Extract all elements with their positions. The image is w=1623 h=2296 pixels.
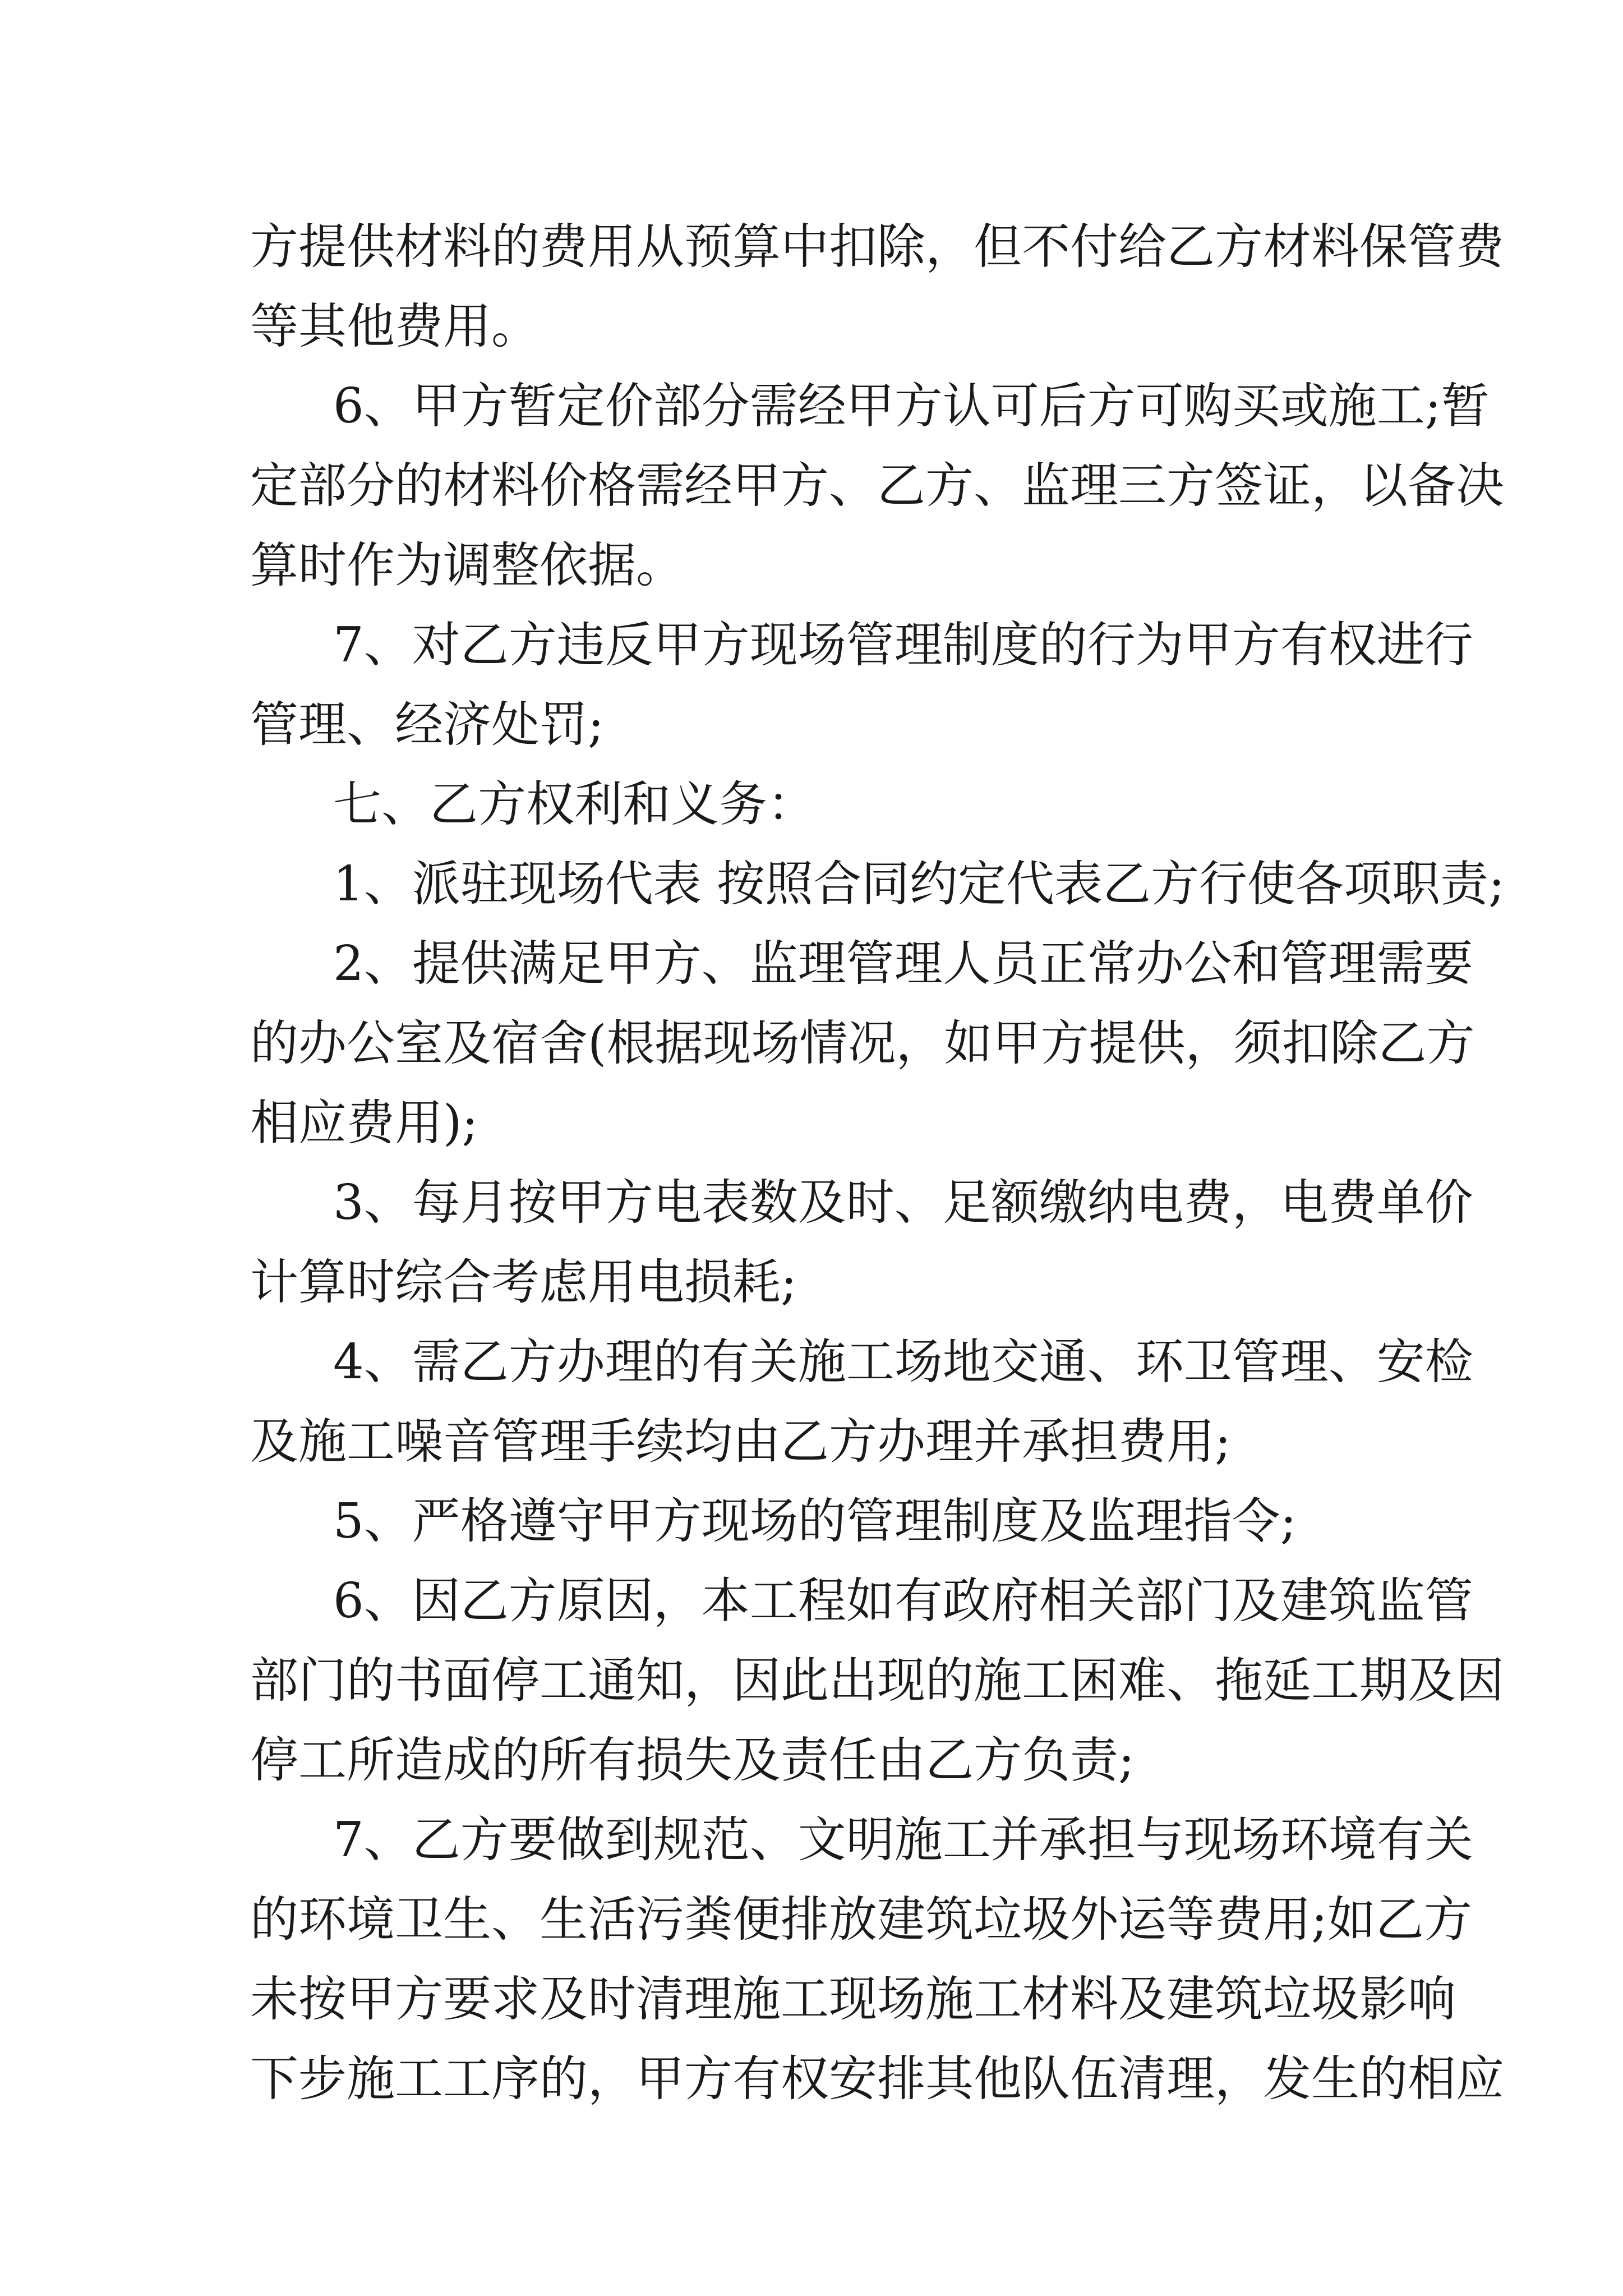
text-line: 停工所造成的所有损失及责任由乙方负责;: [250, 1732, 1135, 1788]
text-line: 2、提供满足甲方、监理管理人员正常办公和管理需要: [333, 936, 1473, 992]
text-line: 6、因乙方原因，本工程如有政府相关部门及建筑监管: [333, 1573, 1473, 1629]
document-page: [250, 0, 1505, 2296]
text-line: 的办公室及宿舍(根据现场情况，如甲方提供，须扣除乙方: [250, 1015, 1475, 1071]
text-line: 1、派驻现场代表 按照合同约定代表乙方行使各项职责;: [333, 856, 1505, 912]
text-line: 5、严格遵守甲方现场的管理制度及监理指令;: [333, 1493, 1297, 1549]
text-line: 7、对乙方违反甲方现场管理制度的行为甲方有权进行: [333, 617, 1473, 673]
text-line: 6、甲方暂定价部分需经甲方认可后方可购买或施工;暂: [333, 378, 1490, 434]
text-line: 未按甲方要求及时清理施工现场施工材料及建筑垃圾影响: [250, 1971, 1456, 2027]
text-line: 7、乙方要做到规范、文明施工并承担与现场环境有关: [333, 1812, 1473, 1868]
text-line: 方提供材料的费用从预算中扣除，但不付给乙方材料保管费: [250, 219, 1504, 275]
text-line: 管理、经济处罚;: [250, 697, 604, 753]
text-line: 相应费用);: [250, 1095, 478, 1151]
text-line: 等其他费用。: [250, 298, 540, 355]
text-line: 下步施工工序的，甲方有权安排其他队伍清理，发生的相应: [250, 2051, 1504, 2107]
text-line: 定部分的材料价格需经甲方、乙方、监理三方签证，以备决: [250, 458, 1504, 514]
text-line: 4、需乙方办理的有关施工场地交通、环卫管理、安检: [333, 1334, 1473, 1390]
text-line: 部门的书面停工通知，因此出现的施工困难、拖延工期及因: [250, 1653, 1504, 1709]
section-heading: 七、乙方权利和义务：: [333, 776, 815, 832]
text-line: 算时作为调整依据。: [250, 537, 684, 593]
text-line: 3、每月按甲方电表数及时、足额缴纳电费，电费单价: [333, 1175, 1473, 1231]
text-line: 的环境卫生、生活污粪便排放建筑垃圾外运等费用;如乙方: [250, 1892, 1472, 1948]
text-line: 及施工噪音管理手续均由乙方办理并承担费用;: [250, 1414, 1231, 1470]
text-line: 计算时综合考虑用电损耗;: [250, 1254, 797, 1310]
